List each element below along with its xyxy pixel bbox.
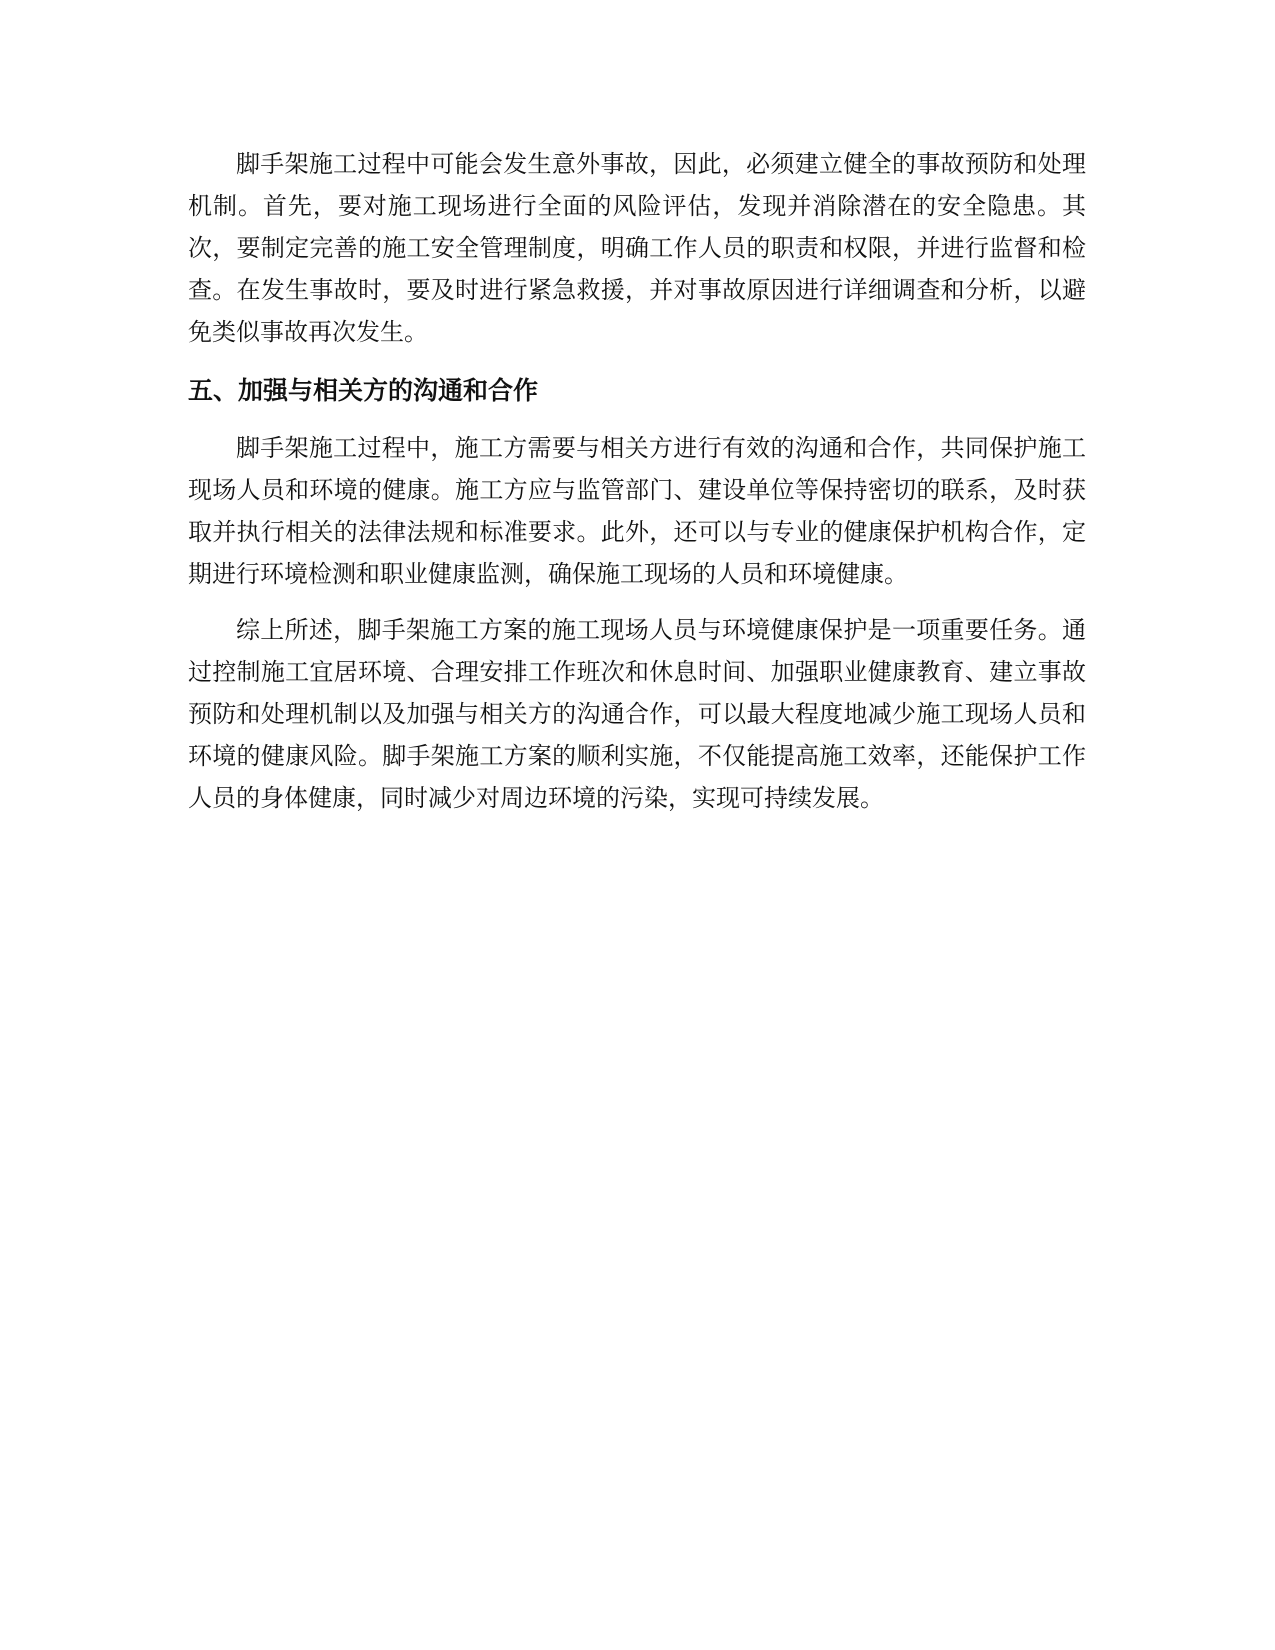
paragraph-conclusion: 综上所述，脚手架施工方案的施工现场人员与环境健康保护是一项重要任务。通过控制施工宜居环境、合理安排工作班次和休息时间、加强职业健康教育、建立事故预防和处理机制以及加强与相关方的沟通合作，可以最大程度地减少施工现场人员和环境的健康风险。脚手架施工方案的顺利实施，不仅能提高施工效率，还能保护工作人员的身体健康，同时减少对周边环境的污染，实现可持续发展。 — [188, 616, 1086, 812]
paragraph-accident-prevention: 脚手架施工过程中可能会发生意外事故，因此，必须建立健全的事故预防和处理机制。首先，要对施工现场进行全面的风险评估，发现并消除潜在的安全隐患。其次，要制定完善的施工安全管理制度，明确工作人员的职责和权限，并进行监督和检查。在发生事故时，要及时进行紧急救援，并对事故原因进行详细调查和分析，以避免类似事故再次发生。 — [188, 150, 1086, 346]
document-body — [188, 143, 1086, 819]
section-heading-5: 五、加强与相关方的沟通和合作 — [188, 376, 539, 405]
paragraph-communication: 脚手架施工过程中，施工方需要与相关方进行有效的沟通和合作，共同保护施工现场人员和环境的健康。施工方应与监管部门、建设单位等保持密切的联系，及时获取并执行相关的法律法规和标准要求。此外，还可以与专业的健康保护机构合作，定期进行环境检测和职业健康监测，确保施工现场的人员和环境健康。 — [188, 434, 1086, 588]
